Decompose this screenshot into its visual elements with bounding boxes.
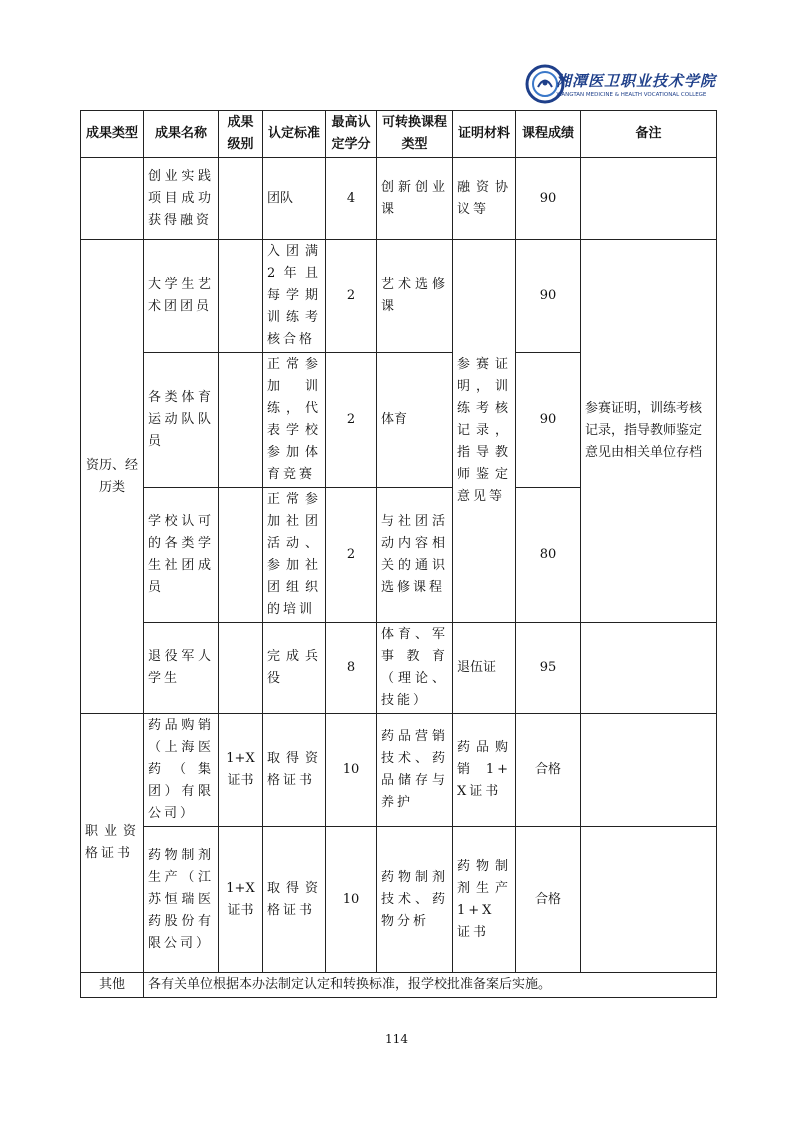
credit-cell: 10 <box>326 714 377 827</box>
table-row <box>81 623 717 714</box>
proof-cell: 融资协议等 <box>453 158 516 240</box>
credit-cell: 8 <box>326 623 377 714</box>
proof-cell: 药品购销 1+X证书 <box>453 714 516 827</box>
note-cell: 参赛证明，训练考核记录，指导教师鉴定意见由相关单位存档 <box>581 240 717 623</box>
table-header-row <box>81 111 717 158</box>
name-cell: 大学生艺术团团员 <box>144 240 219 353</box>
standard-cell: 取得资格证书 <box>263 827 326 973</box>
note-cell <box>581 827 717 973</box>
school-name: 湘潭医卫职业技术学院 <box>556 72 717 90</box>
table-row <box>81 973 717 998</box>
table-row <box>81 158 717 240</box>
header-cell: 成果级别 <box>219 111 263 158</box>
header-cell: 成果名称 <box>144 111 219 158</box>
name-cell: 退役军人学生 <box>144 623 219 714</box>
credit-cell: 2 <box>326 353 377 488</box>
header-cell: 备注 <box>581 111 717 158</box>
proof-cell: 退伍证 <box>453 623 516 714</box>
header-cell: 课程成绩 <box>516 111 581 158</box>
table-row <box>81 240 717 353</box>
note-cell <box>581 714 717 827</box>
level-cell <box>219 158 263 240</box>
course-cell: 体育、军事教育（理论、技能） <box>377 623 453 714</box>
name-cell: 药物制剂生产（江苏恒瑞医药股份有限公司） <box>144 827 219 973</box>
standard-cell: 正常参加训练，代表学校参加体育竞赛 <box>263 353 326 488</box>
page-number: 114 <box>385 1032 408 1046</box>
level-cell: 1+X证书 <box>219 827 263 973</box>
level-cell: 1+X证书 <box>219 714 263 827</box>
score-cell: 合格 <box>516 714 581 827</box>
level-cell <box>219 488 263 623</box>
score-cell: 95 <box>516 623 581 714</box>
score-cell: 合格 <box>516 827 581 973</box>
score-cell: 90 <box>516 158 581 240</box>
credit-cell: 10 <box>326 827 377 973</box>
credit-cell: 2 <box>326 240 377 353</box>
score-cell: 80 <box>516 488 581 623</box>
proof-cell: 药物制剂生产 1+X 证书 <box>453 827 516 973</box>
standard-cell: 入团满2年且每学期训练考核合格 <box>263 240 326 353</box>
standard-cell: 正常参加社团活动、参加社团组织的培训 <box>263 488 326 623</box>
level-cell <box>219 623 263 714</box>
type-cell <box>81 158 144 240</box>
course-cell: 艺术选修课 <box>377 240 453 353</box>
header-cell: 认定标准 <box>263 111 326 158</box>
standard-cell: 团队 <box>263 158 326 240</box>
course-cell: 药物制剂技术、药物分析 <box>377 827 453 973</box>
other-text-cell: 各有关单位根据本办法制定认定和转换标准，报学校批准备案后实施。 <box>144 973 717 998</box>
credit-cell: 2 <box>326 488 377 623</box>
table-row <box>81 714 717 827</box>
name-cell: 药品购销（上海医药（集团）有限公司） <box>144 714 219 827</box>
name-cell: 创业实践项目成功获得融资 <box>144 158 219 240</box>
header-cell: 成果类型 <box>81 111 144 158</box>
header-cell: 证明材料 <box>453 111 516 158</box>
type-cell: 职业资格证书 <box>81 714 144 973</box>
type-cell: 资历、经历类 <box>81 240 144 714</box>
note-cell <box>581 158 717 240</box>
note-cell <box>581 623 717 714</box>
score-cell: 90 <box>516 353 581 488</box>
name-cell: 各类体育运动队队员 <box>144 353 219 488</box>
course-cell: 体育 <box>377 353 453 488</box>
type-cell: 其他 <box>81 973 144 998</box>
header-cell: 最高认定学分 <box>326 111 377 158</box>
course-cell: 与社团活动内容相关的通识选修课程 <box>377 488 453 623</box>
school-name-en: XIANGTAN MEDICINE & HEALTH VOCATIONAL COLLEGE <box>556 92 707 98</box>
header-cell: 可转换课程类型 <box>377 111 453 158</box>
table-row <box>81 827 717 973</box>
course-cell: 创新创业课 <box>377 158 453 240</box>
standard-cell: 取得资格证书 <box>263 714 326 827</box>
level-cell <box>219 240 263 353</box>
level-cell <box>219 353 263 488</box>
name-cell: 学校认可的各类学生社团成员 <box>144 488 219 623</box>
score-cell: 90 <box>516 240 581 353</box>
proof-cell: 参赛证明，训练考核记录，指导教师鉴定意见等 <box>453 240 516 623</box>
standard-cell: 完成兵役 <box>263 623 326 714</box>
credit-cell: 4 <box>326 158 377 240</box>
course-cell: 药品营销技术、药品储存与养护 <box>377 714 453 827</box>
credit-conversion-table <box>80 110 717 998</box>
